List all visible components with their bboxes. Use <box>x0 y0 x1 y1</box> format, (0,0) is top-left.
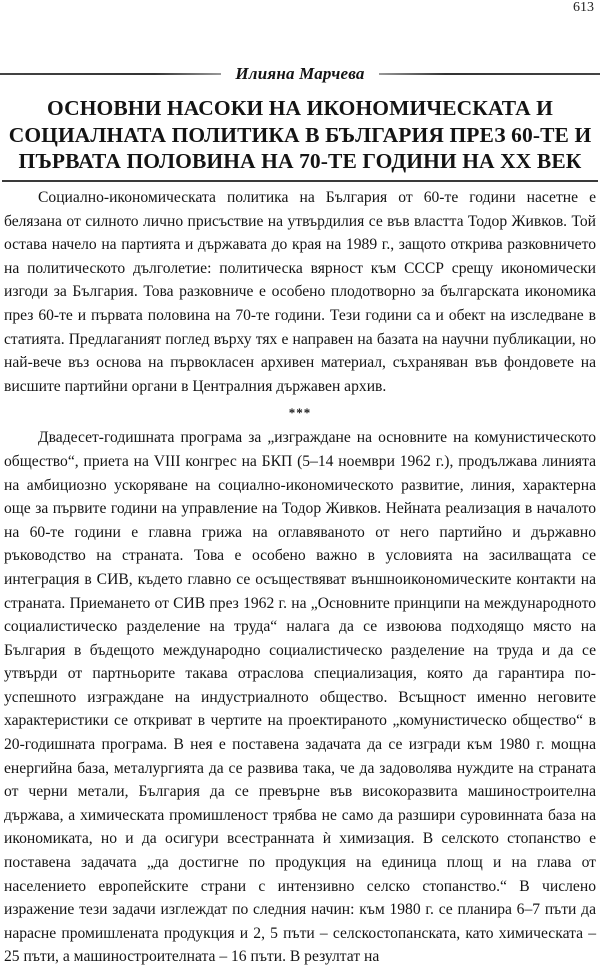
title-line: СОЦИАЛНАТА ПОЛИТИКА В БЪЛГАРИЯ ПРЕЗ 60-ТЕ И <box>8 122 592 147</box>
decorative-rule-left <box>0 73 221 75</box>
abstract-paragraph: Социално-икономическата политика на България от 60-те години насетне е белязана от силното лично присъствие на утвърдилия се във властта Тодор Живков. Той остава начело на партията и държавата до края на 1989 г., защото открива разковничето на политическото дълголетие: политическа вярност към СССР срещу икономически изгоди за България. Това разковниче е особено плодотворно за българската икономика през 60-те и първата половина на 70-те години. Тези години са и обект на изследване в статията. Предлаганият поглед върху тях е направен на базата на научни публикации, но най-вече въз основа на първокласен архивен материал, съхраняван във фондовете на висшите партийни органи в Централния държавен архив. <box>4 189 596 395</box>
author-name: Илияна Марчева <box>235 64 365 83</box>
section-separator: *** <box>288 405 312 421</box>
page-number: 613 <box>573 0 594 15</box>
title-line: ОСНОВНИ НАСОКИ НА ИКОНОМИЧЕСКАТА И <box>47 96 553 120</box>
author-row <box>0 64 600 84</box>
decorative-rule-right <box>379 73 600 75</box>
article-title <box>0 95 600 175</box>
body-paragraph: Двадесет-годишната програма за „изграждане на основните на комунистическото общество“, приета на VIII конгрес на БКП (5–14 ноември 1962 г.), продължава линията на амбициозно ускоряване на социално-икономическото развитие, линия, характерна още за първите години на управление на Тодор Живков. Нейната реализация в началото на 60-те години е главна грижа на оглавяваното от него партийно и държавно ръководство на страната. Това е особено важно в условията на засилващата се интеграция в СИВ, където главно се осъществяват външноикономическите контакти на страната. Приемането от СИВ през 1962 г. на „Основните принципи на международното социалистическо разделение на труда“ налага да се извоюва подходящо място на България в бъдещото международно социалистическо разделение на труда и да се утвърди от партньорите такава отраслова специализация, която да гарантира по-успешното изграждане на индустриалното общество. Всъщност именно неговите характеристики се откриват в чертите на проектираното „комунистическо общество“ в 20-годишната програма. В нея е поставена задачата да се изгради към 1980 г. мощна енергийна база, металургията да се развива така, че да задоволява нуждите на страната от черни метали, България да се превърне във високоразвита машиностроителна държава, а химическата промишленост трябва не само да разшири суровинната база на икономиката, но и да осигури всестранната ѝ химизация. В селското стопанство е поставена задачата „да достигне по продукция на единица площ и на глава от населението европейските страни с интензивно селско стопанство.“ В числено изражение тези задачи изглеждат по следния начин: към 1980 г. се планира 6–7 пъти да нарасне промишлената продукция и 2, 5 пъти – селскостопанската, като химическата – 25 пъти, а машиностроителната – 16 пъти. В резултат на <box>4 429 596 966</box>
title-divider <box>2 180 598 182</box>
article-body <box>4 186 596 969</box>
title-line: ПЪРВАТА ПОЛОВИНА НА 70-ТЕ ГОДИНИ НА XX ВЕК <box>18 149 582 173</box>
